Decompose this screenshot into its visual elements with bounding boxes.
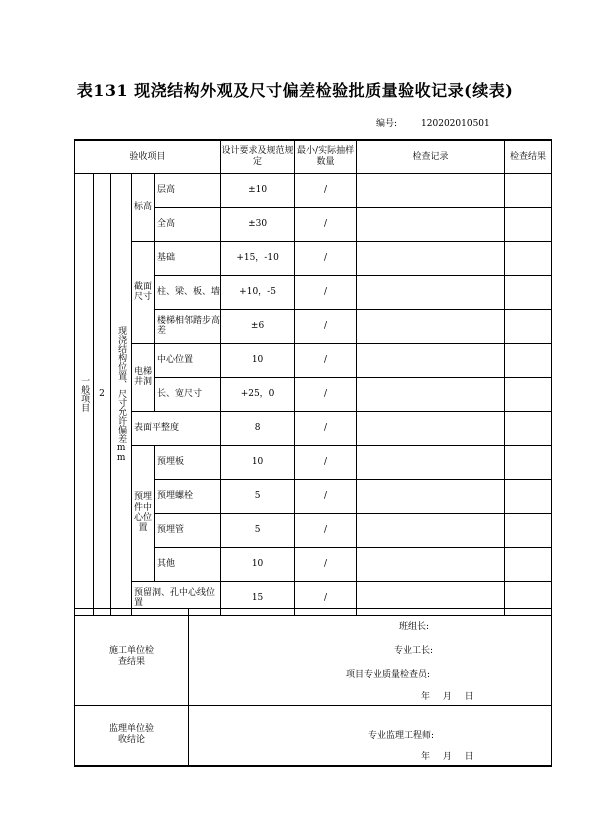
row-design: +15，-10	[221, 241, 295, 275]
row-sample: /	[295, 581, 357, 615]
row-sample: /	[295, 547, 357, 581]
row-record[interactable]	[357, 173, 505, 207]
row-result[interactable]	[505, 207, 552, 241]
row-result[interactable]	[505, 513, 552, 547]
header-row	[75, 140, 552, 173]
row-label: 预埋板	[155, 445, 221, 479]
table-row	[75, 173, 552, 207]
row-sample: /	[295, 309, 357, 343]
foreman-label: 专业工长:	[394, 646, 434, 656]
row-label: 全高	[155, 207, 221, 241]
row-result[interactable]	[505, 241, 552, 275]
row-result[interactable]	[505, 377, 552, 411]
row-label: 柱、梁、板、墙	[155, 275, 221, 309]
deviation-label: 现浇结构位置、尺寸允许偏差mm	[111, 173, 132, 615]
row-design: +10，-5	[221, 275, 295, 309]
serial-label: 编号:	[376, 119, 398, 129]
row-record[interactable]	[357, 411, 505, 445]
row-label: 层高	[155, 173, 221, 207]
table-row	[75, 411, 552, 445]
row-sample: /	[295, 377, 357, 411]
row-result[interactable]	[505, 547, 552, 581]
row-result[interactable]	[505, 173, 552, 207]
supervision-label	[75, 706, 189, 766]
row-record[interactable]	[357, 309, 505, 343]
row-design: ±6	[221, 309, 295, 343]
construction-label	[75, 609, 189, 706]
construction-sign-box[interactable]	[189, 609, 552, 706]
construction-row	[75, 609, 552, 706]
construction-date: 年 月 日	[421, 692, 474, 702]
row-result[interactable]	[505, 275, 552, 309]
row-result[interactable]	[505, 445, 552, 479]
row-label: 楼梯相邻踏步高差	[155, 309, 221, 343]
row-sample: /	[295, 173, 357, 207]
row-label: 预留洞、孔中心线位置	[132, 581, 221, 615]
row-design: 10	[221, 547, 295, 581]
row-record[interactable]	[357, 207, 505, 241]
serial-value: 120202010501	[421, 119, 490, 129]
page-title: 表131 现浇结构外观及尺寸偏差检验批质量验收记录(续表)	[76, 81, 514, 100]
header-sample: 最小/实际抽样数量	[295, 140, 357, 173]
elevation-label: 标高	[132, 173, 155, 241]
row-result[interactable]	[505, 411, 552, 445]
supervision-sign-box[interactable]	[189, 706, 552, 766]
row-record[interactable]	[357, 377, 505, 411]
row-design: 15	[221, 581, 295, 615]
inspector-label: 项目专业质量检查员:	[346, 670, 431, 680]
header-design: 设计要求及规范规定	[221, 140, 295, 173]
row-result[interactable]	[505, 309, 552, 343]
row-sample: /	[295, 207, 357, 241]
table-row	[75, 445, 552, 479]
row-sample: /	[295, 513, 357, 547]
row-sample: /	[295, 411, 357, 445]
row-record[interactable]	[357, 547, 505, 581]
header-record: 检查记录	[357, 140, 505, 173]
row-record[interactable]	[357, 479, 505, 513]
row-label: 基础	[155, 241, 221, 275]
item-number: 2	[94, 173, 111, 615]
header-result: 检查结果	[505, 140, 552, 173]
row-result[interactable]	[505, 343, 552, 377]
row-result[interactable]	[505, 479, 552, 513]
row-design: 5	[221, 479, 295, 513]
row-sample: /	[295, 275, 357, 309]
row-design: +25，0	[221, 377, 295, 411]
row-sample: /	[295, 445, 357, 479]
table-row	[75, 343, 552, 377]
row-design: ±30	[221, 207, 295, 241]
row-design: ±10	[221, 173, 295, 207]
construction-label-text: 施工单位检查结果	[108, 645, 154, 667]
inspection-table	[74, 139, 552, 616]
section-label: 截面尺寸	[132, 241, 155, 343]
supervising-engineer-label: 专业监理工程师:	[368, 731, 435, 741]
header-item: 验收项目	[75, 140, 221, 173]
table-row	[75, 241, 552, 275]
row-sample: /	[295, 343, 357, 377]
row-record[interactable]	[357, 513, 505, 547]
elevator-label: 电梯井洞	[132, 343, 155, 411]
embedded-label: 预埋件中心位置	[132, 445, 155, 581]
row-record[interactable]	[357, 275, 505, 309]
serial-number	[376, 116, 490, 129]
row-label: 长、宽尺寸	[155, 377, 221, 411]
row-label: 其他	[155, 547, 221, 581]
row-design: 5	[221, 513, 295, 547]
row-label: 中心位置	[155, 343, 221, 377]
row-label: 预埋管	[155, 513, 221, 547]
row-design: 8	[221, 411, 295, 445]
signature-table	[74, 608, 552, 767]
row-record[interactable]	[357, 343, 505, 377]
row-label: 表面平整度	[132, 411, 221, 445]
general-items-label: 一般项目	[75, 173, 94, 615]
row-sample: /	[295, 479, 357, 513]
supervision-label-text: 监理单位验收结论	[108, 724, 154, 746]
row-sample: /	[295, 241, 357, 275]
row-record[interactable]	[357, 241, 505, 275]
row-design: 10	[221, 445, 295, 479]
team-leader-label: 班组长:	[399, 622, 430, 632]
supervision-row	[75, 706, 552, 766]
supervision-date: 年 月 日	[421, 752, 474, 762]
row-record[interactable]	[357, 445, 505, 479]
row-label: 预埋螺栓	[155, 479, 221, 513]
row-design: 10	[221, 343, 295, 377]
